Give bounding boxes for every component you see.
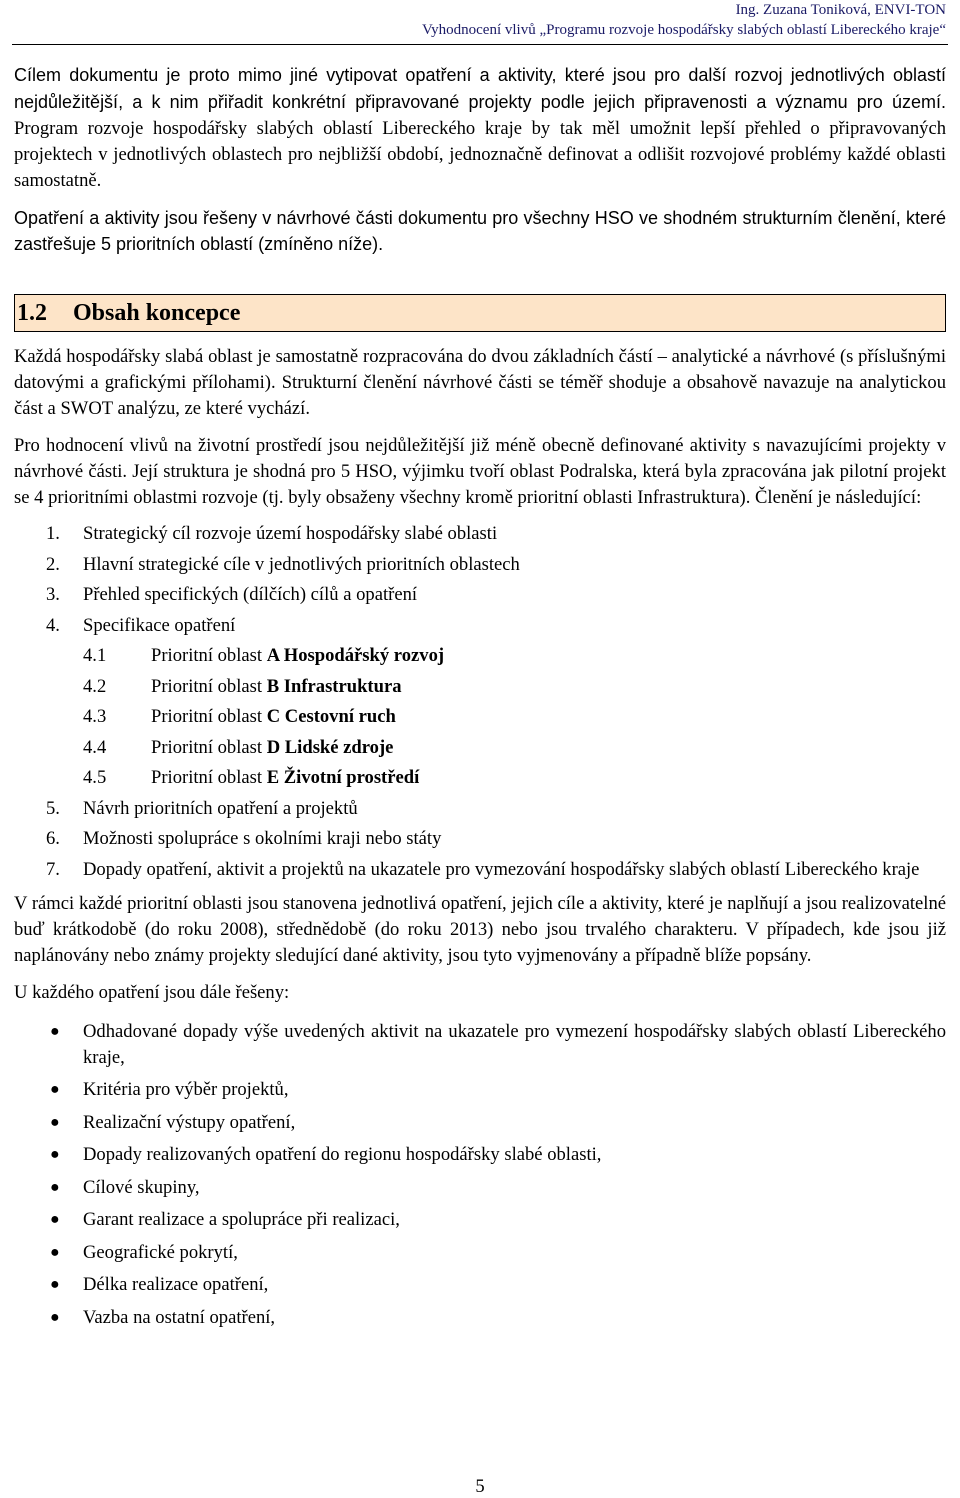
outline-subitem-text: [151, 704, 396, 730]
bullet-item: [14, 1305, 946, 1331]
outline-subitem: [14, 765, 946, 791]
outline-item-text: Strategický cíl rozvoje území hospodářsky slabé oblasti: [83, 523, 498, 544]
subitem-prefix: Prioritní oblast: [151, 736, 267, 758]
bullet-text: Délka realizace opatření,: [83, 1274, 269, 1295]
header-doc-title: Vyhodnocení vlivů „Programu rozvoje hospodářsky slabých oblastí Libereckého kraje“: [421, 22, 946, 38]
subitem-prefix: Prioritní oblast: [151, 767, 267, 788]
bullet-text: Kritéria pro výběr projektů,: [83, 1079, 289, 1100]
outline-sublist: [14, 643, 946, 791]
bullet-text: Cílové skupiny,: [83, 1176, 200, 1198]
outline-item-number: 3.: [46, 584, 60, 605]
outline-subitem-text: [151, 674, 402, 700]
outline-item-number: 5.: [46, 797, 60, 819]
outline-item: [14, 857, 946, 883]
outline-subitem-text: [151, 643, 444, 669]
outline-subitem: [14, 735, 946, 761]
bullet-item: [14, 1077, 946, 1103]
subitem-prefix: Prioritní oblast: [151, 706, 267, 727]
outline-subitem-number: 4.4: [83, 736, 107, 758]
intro-paragraph-2: Opatření a aktivity jsou řešeny v návrhové části dokumentu pro všechny HSO ve shodném strukturním členění, které zastřešuje 5 prioritních oblastí (zmíněno níže).: [14, 208, 946, 254]
section-heading: [14, 294, 946, 332]
subitem-name: D Lidské zdroje: [266, 736, 394, 758]
outline-item-text: Možnosti spolupráce s okolními kraji nebo státy: [83, 828, 442, 849]
bullet-icon: ●: [50, 1146, 60, 1163]
outline-item-text: Hlavní strategické cíle v jednotlivých prioritních oblastech: [83, 553, 520, 575]
bullet-text: Realizační výstupy opatření,: [83, 1111, 296, 1133]
outline-subitem: [14, 704, 946, 730]
outline-subitem-number: 4.2: [83, 675, 107, 697]
bullet-item: [14, 1240, 946, 1266]
outline-subitem-number: 4.5: [83, 767, 107, 788]
outline-item-number: 1.: [46, 523, 60, 544]
outline-item-number: 2.: [46, 553, 60, 575]
subitem-name: C Cestovní ruch: [266, 706, 396, 727]
outline-item: [14, 552, 946, 578]
section-number: 1.2: [17, 299, 47, 326]
page-content: [14, 62, 946, 1337]
intro-paragraph-1: [14, 62, 946, 194]
outline-subitem-text: [151, 735, 393, 761]
page-number: 5: [475, 1476, 485, 1497]
subitem-prefix: Prioritní oblast: [151, 645, 267, 666]
section-title: Obsah koncepce: [73, 299, 241, 326]
body-paragraph-5: V rámci každé prioritní oblasti jsou stanovena jednotlivá opatření, jejich cíle a aktivity, které je naplňují a jsou realizovatelné buď krátkodobě (do roku 2008), střednědobě (do roku 2013) nebo jsou trvalého charakteru. V případech, kde jsou již naplánovány nebo známy projekty sledující dané aktivity, jsou tyto vyjmenovány a případně blíže popsány.: [14, 892, 946, 966]
header-divider: [12, 44, 948, 45]
bullet-icon: ●: [50, 1022, 60, 1040]
outline-list: [14, 521, 946, 883]
outline-item: [14, 582, 946, 608]
subitem-name: B Infrastruktura: [266, 675, 402, 697]
bullet-list: [14, 1019, 946, 1331]
bullet-item: [14, 1175, 946, 1201]
bullet-icon: ●: [50, 1081, 60, 1098]
bullet-text: Garant realizace a spolupráce při realizaci,: [83, 1209, 400, 1230]
bullet-text: Geografické pokrytí,: [83, 1241, 238, 1263]
outline-sublist-wrapper: [14, 643, 946, 791]
bullet-icon: ●: [50, 1113, 60, 1131]
bullet-icon: ●: [50, 1308, 60, 1326]
outline-item: [14, 796, 946, 822]
bullet-icon: ●: [50, 1178, 60, 1196]
outline-item: [14, 613, 946, 639]
outline-item-text: Specifikace opatření: [83, 614, 236, 636]
page-header: [422, 0, 946, 40]
header-author: Ing. Zuzana Toniková, ENVI-TON: [735, 2, 946, 18]
bullet-item: [14, 1019, 946, 1071]
body-paragraph-6: U každého opatření jsou dále řešeny:: [14, 981, 290, 1003]
bullet-text: Dopady realizovaných opatření do regionu hospodářsky slabé oblasti,: [83, 1144, 602, 1165]
bullet-icon: ●: [50, 1243, 60, 1261]
subitem-name: E Životní prostředí: [266, 767, 420, 788]
intro-sans-text: Cílem dokumentu je proto mimo jiné vytipovat opatření a aktivity, které jsou pro další rozvoj jednotlivých oblastí nejdůležitější, a k nim přiřadit konkrétní připravované projekty podle jejich připravenosti a významu pro území.: [14, 65, 946, 112]
bullet-text: Odhadované dopady výše uvedených aktivit na ukazatele pro vymezení hospodářsky slabých oblastí Libereckého kraje,: [83, 1020, 946, 1068]
bullet-icon: ●: [50, 1276, 60, 1293]
outline-subitem-number: 4.3: [83, 706, 107, 727]
outline-subitem: [14, 674, 946, 700]
outline-item-text: Dopady opatření, aktivit a projektů na ukazatele pro vymezování hospodářsky slabých oblastí Libereckého kraje: [83, 858, 920, 880]
outline-item-number: 4.: [46, 614, 60, 636]
body-paragraph-3: Každá hospodářsky slabá oblast je samostatně rozpracována do dvou základních částí – analytické a návrhové (s příslušnými datovými a grafickými přílohami). Strukturní členění návrhové části se téměř shoduje a obsahově navazuje na analytickou část a SWOT analýzu, ze které vychází.: [14, 346, 946, 419]
bullet-icon: ●: [50, 1211, 60, 1228]
intro-serif-text: Program rozvoje hospodářsky slabých oblastí Libereckého kraje by tak měl umožnit lepší přehled o připravovaných projektech v jednotlivých oblastech pro nejbližší období, jednoznačně definovat a odlišit rozvojové problémy každé oblasti samostatně.: [14, 118, 946, 191]
outline-item: [14, 521, 946, 547]
body-paragraph-4: Pro hodnocení vlivů na životní prostředí jsou nejdůležitější již méně obecně definované aktivity s navazujícími projekty v návrhové části. Její struktura je shodná pro 5 HSO, výjimku tvoří oblast Podralska, která byla zpracována jak pilotní projekt se 4 prioritními oblastmi rozvoje (tj. byly obsaženy všechny kromě prioritní oblasti Infrastruktura). Členění je následující:: [14, 435, 946, 508]
outline-item-number: 6.: [46, 828, 60, 849]
outline-subitem: [14, 643, 946, 669]
outline-subitem-text: [151, 765, 419, 791]
bullet-item: [14, 1142, 946, 1168]
bullet-text: Vazba na ostatní opatření,: [83, 1306, 276, 1328]
outline-subitem-number: 4.1: [83, 645, 107, 666]
outline-item: [14, 826, 946, 852]
outline-item-text: Přehled specifických (dílčích) cílů a opatření: [83, 584, 418, 605]
subitem-name: A Hospodářský rozvoj: [266, 645, 445, 666]
bullet-item: [14, 1207, 946, 1233]
bullet-item: [14, 1110, 946, 1136]
outline-item-number: 7.: [46, 858, 60, 880]
bullet-item: [14, 1272, 946, 1298]
subitem-prefix: Prioritní oblast: [151, 675, 267, 697]
outline-item-text: Návrh prioritních opatření a projektů: [83, 797, 358, 819]
